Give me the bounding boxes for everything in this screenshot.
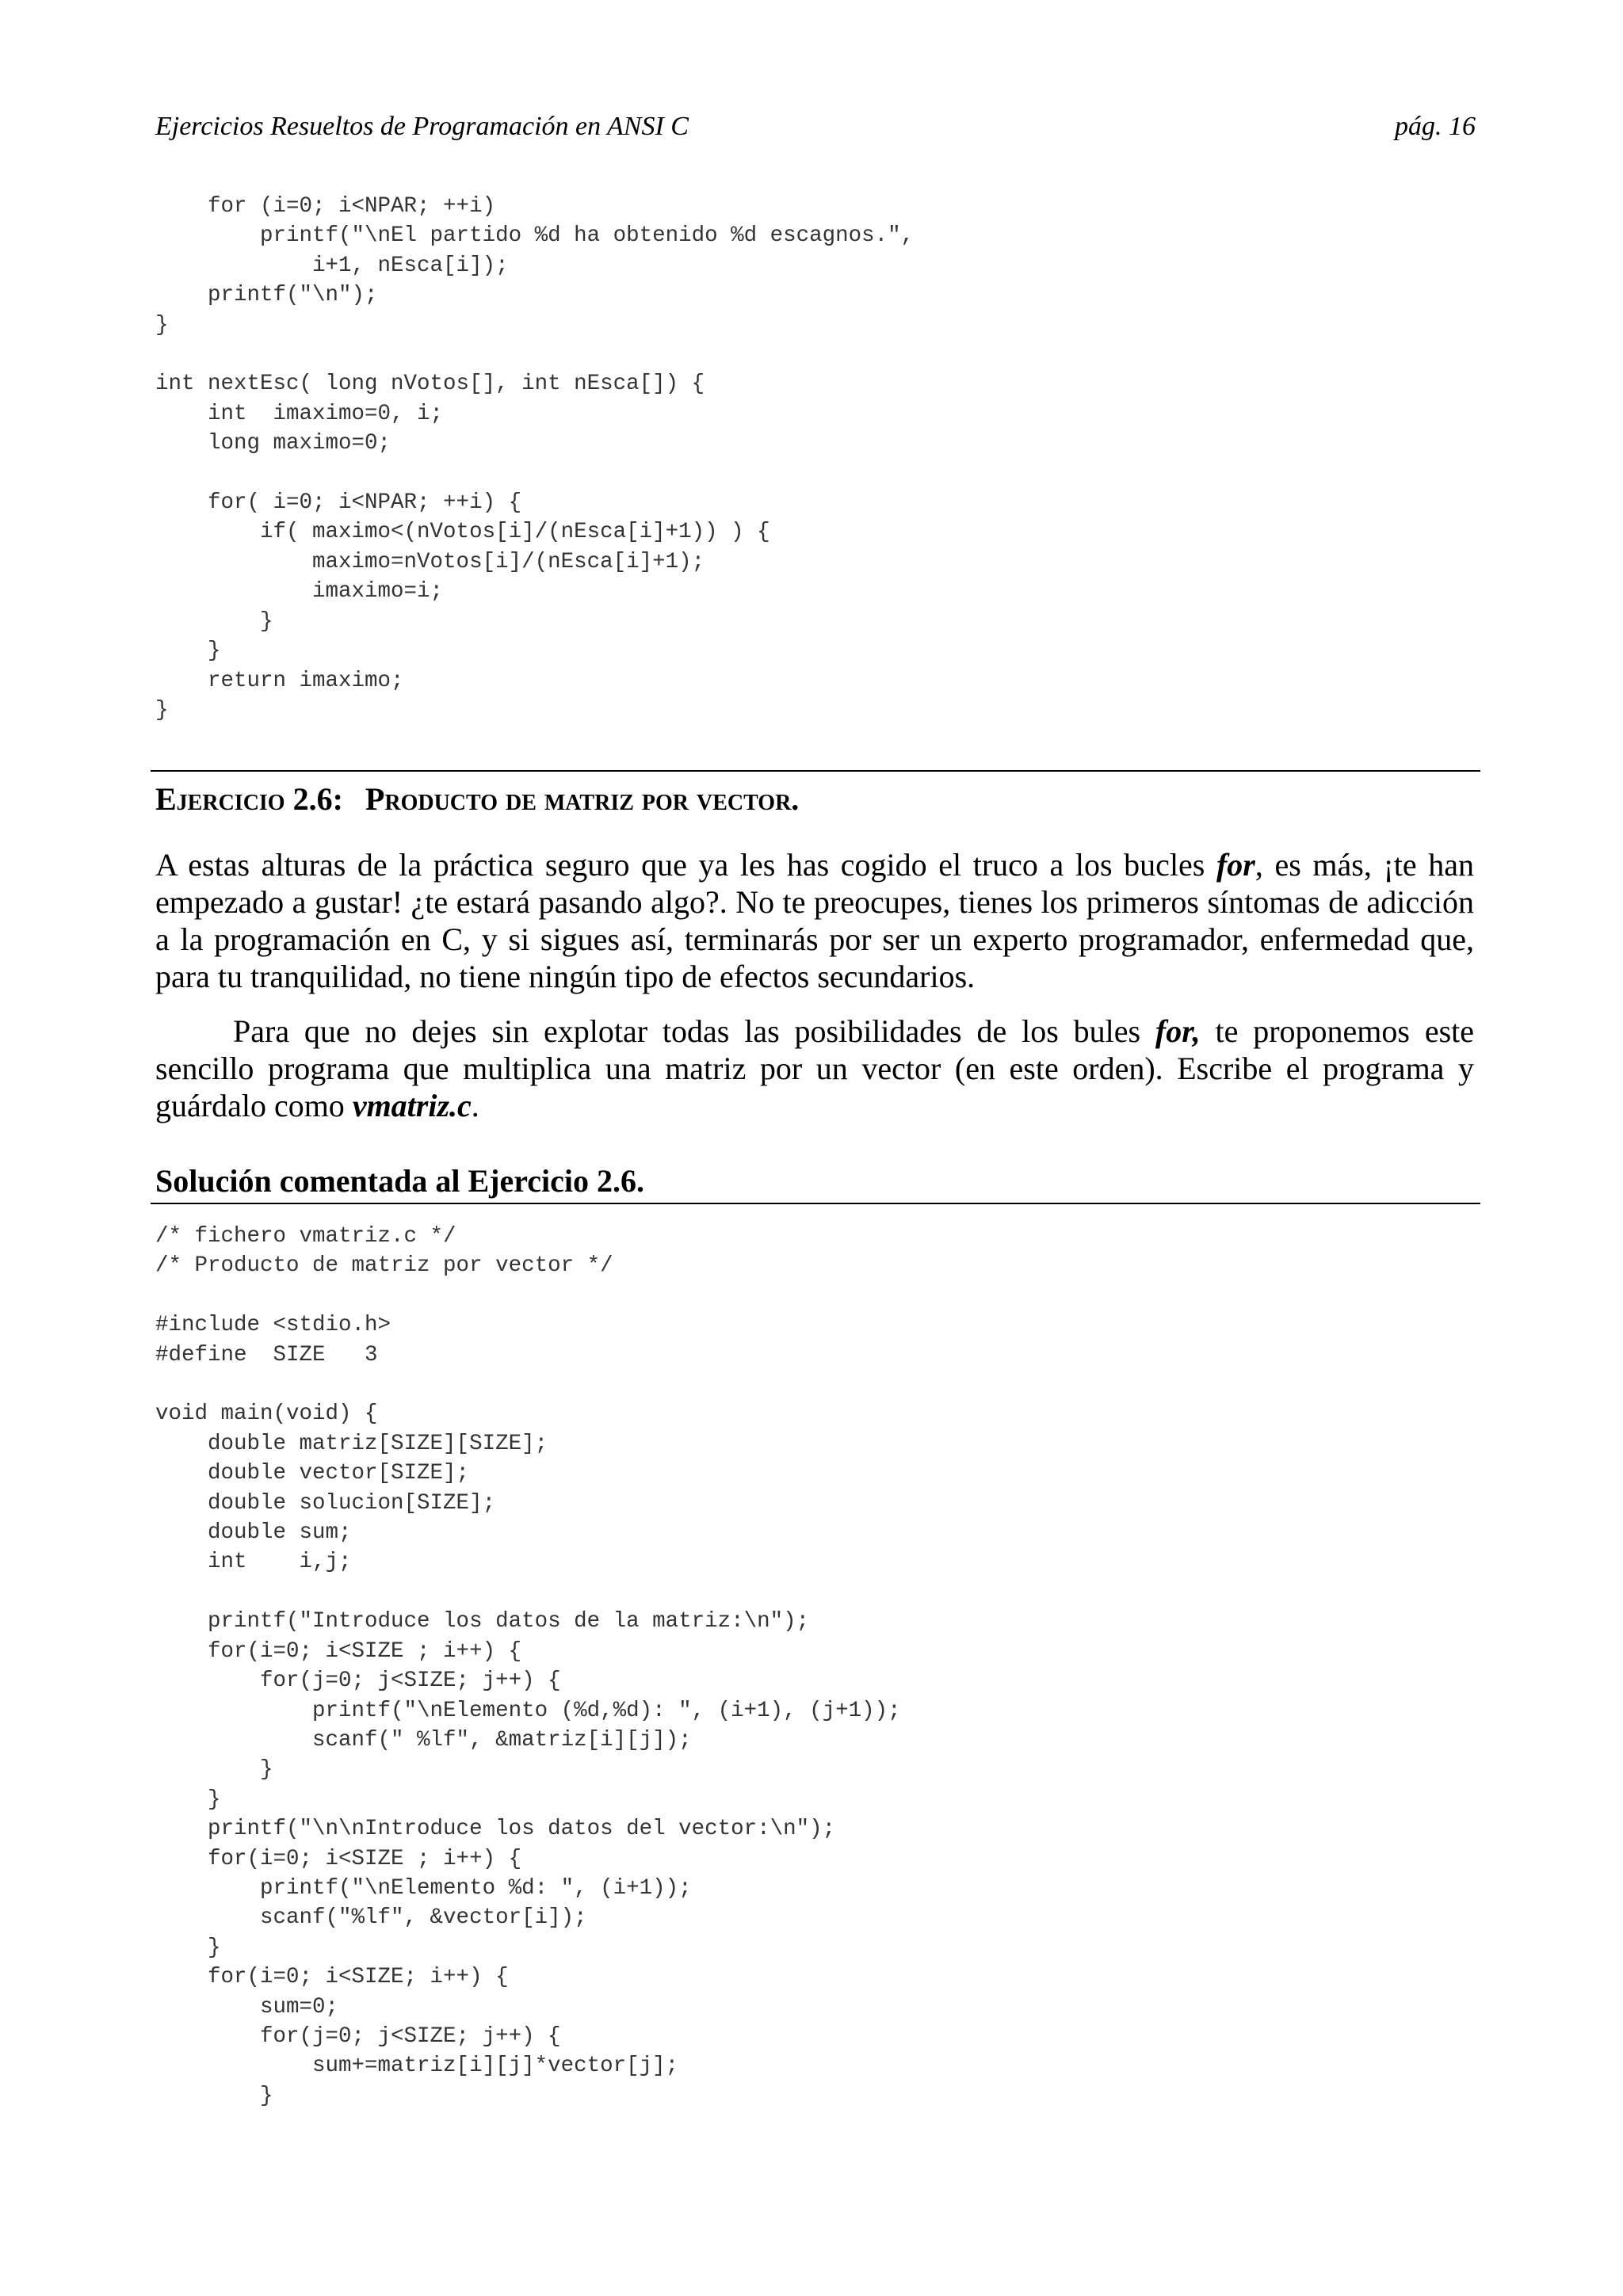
section-rule bbox=[151, 770, 1480, 772]
exercise-number: Ejercicio 2.6: bbox=[155, 781, 343, 817]
filename: vmatriz.c bbox=[352, 1088, 472, 1123]
text-run: , es más, ¡te han empezado a gustar! ¿te estará pasando algo?. No te preocupes, tienes los primeros síntomas de adicción a la programación en C, y si sigues así, terminarás por ser un experto programador, enfermedad que, para tu tranquilidad, no tiene ningún tipo de efectos secundarios. bbox=[155, 847, 1474, 994]
solution-rule bbox=[151, 1203, 1480, 1204]
keyword-for: for, bbox=[1155, 1013, 1201, 1049]
text-run: Para que no dejes sin explotar todas las posibilidades de los bules bbox=[233, 1013, 1155, 1049]
exercise-title: Producto de matriz por vector. bbox=[365, 781, 800, 817]
text-run: . bbox=[471, 1088, 479, 1123]
text-run: A estas alturas de la práctica seguro que ya les has cogido el truco a los bucles bbox=[155, 847, 1216, 883]
text-run: te proponemos este sencillo programa que multiplica una matriz por un vector (en este orden). Escribe el programa y guárdalo como bbox=[155, 1013, 1475, 1123]
exercise-heading bbox=[155, 780, 799, 819]
task-paragraph bbox=[155, 1013, 1474, 1124]
document-title: Ejercicios Resueltos de Programación en ANSI C bbox=[155, 112, 689, 141]
intro-paragraph bbox=[155, 846, 1474, 995]
keyword-for: for bbox=[1216, 847, 1255, 883]
running-header bbox=[155, 109, 1476, 144]
solution-heading: Solución comentada al Ejercicio 2.6. bbox=[155, 1163, 644, 1199]
code-listing-vmatriz: /* fichero vmatriz.c */ /* Producto de matriz por vector */ #include <stdio.h> #define SIZE 3 void main(void) { double matriz[SIZE][SIZE]; double vector[SIZE]; double solucion[SIZE]; double sum; int i,j; printf("Introduce los datos de la matriz:\n"); for(i=0; i<SIZE ; i++) { for(j=0; j<SIZE; j++) { printf("\nElemento (%d,%d): ", (i+1), (j+1)); scanf(" %lf", &matriz[i][j]); } } printf("\n\nIntroduce los datos del vector:\n"); for(i=0; i<SIZE ; i++) { printf("\nElemento %d: ", (i+1)); scanf("%lf", &vector[i]); } for(i=0; i<SIZE; i++) { sum=0; for(j=0; j<SIZE; j++) { sum+=matriz[i][j]*vector[j]; } bbox=[155, 1224, 901, 2108]
page-number: pág. 16 bbox=[1395, 112, 1476, 141]
code-listing-continued: for (i=0; i<NPAR; ++i) printf("\nEl partido %d ha obtenido %d escagnos.", i+1, nEsca[i]); printf("\n"); } int nextEsc( long nVotos[], int nEsca[]) { int imaximo=0, i; long maximo=0; for( i=0; i<NPAR; ++i) { if( maximo<(nVotos[i]/(nEsca[i]+1)) ) { maximo=nVotos[i]/(nEsca[i]+1); imaximo=i; } } return imaximo; } bbox=[155, 194, 915, 723]
